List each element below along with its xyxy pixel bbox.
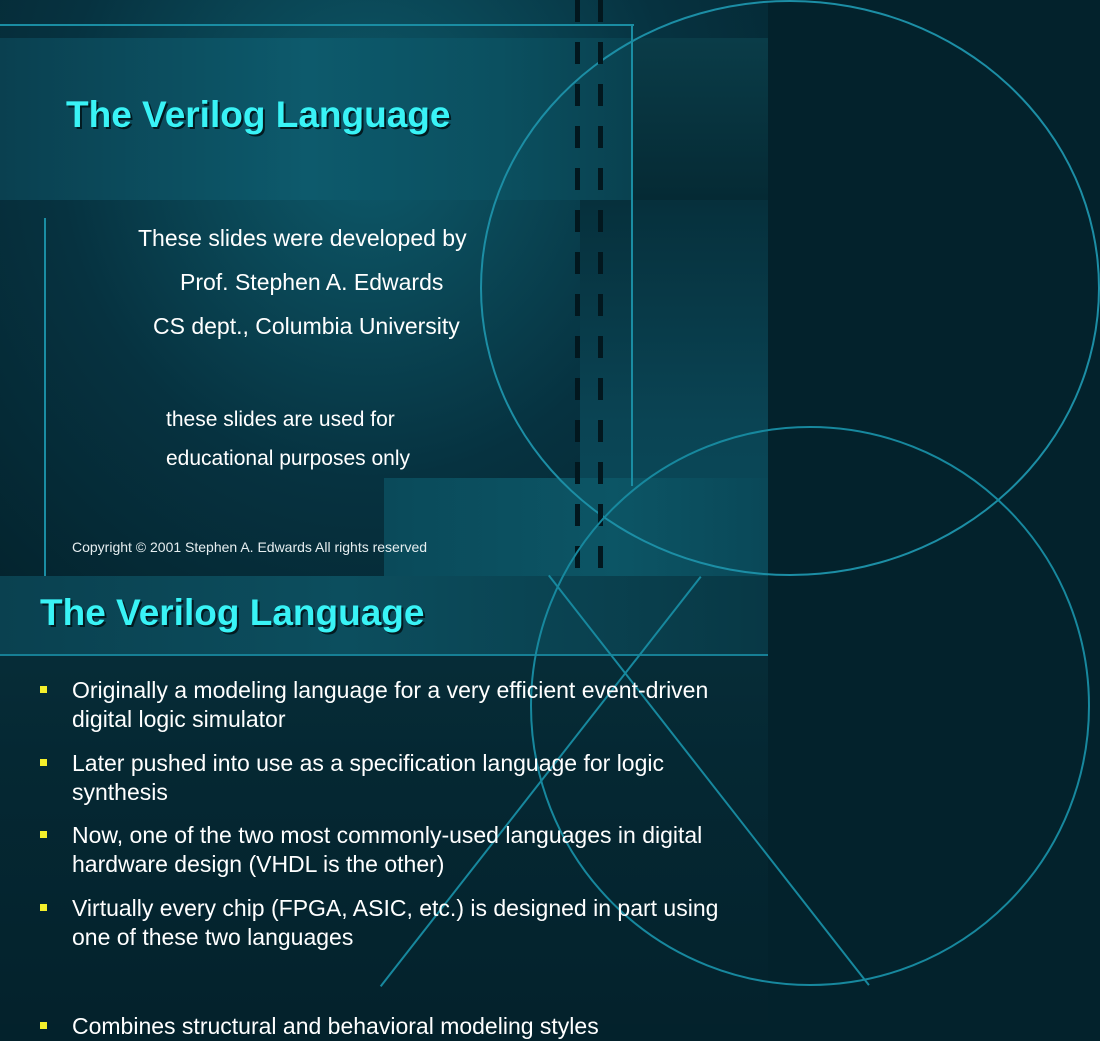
bullet-marker bbox=[40, 831, 47, 838]
decor-dashed-line bbox=[575, 0, 580, 576]
bullet-marker bbox=[40, 686, 47, 693]
bullet-text: Now, one of the two most commonly-used languages in digital hardware design (VHDL is the other) bbox=[72, 822, 703, 877]
copyright-notice: Copyright © 2001 Stephen A. Edwards All rights reserved bbox=[72, 539, 428, 555]
decor-dashed-line bbox=[598, 0, 603, 576]
bullet-text: Virtually every chip (FPGA, ASIC, etc.) is designed in part using one of these two languages bbox=[72, 895, 719, 950]
content-slide bbox=[0, 576, 768, 1039]
usage-line: these slides are used for bbox=[166, 408, 395, 431]
credit-line: CS dept., Columbia University bbox=[153, 313, 460, 339]
slide-title: The Verilog Language bbox=[40, 592, 425, 633]
bullet-text: Combines structural and behavioral modeling styles bbox=[72, 1013, 599, 1039]
bullet-text: Later pushed into use as a specification language for logic synthesis bbox=[72, 750, 665, 805]
bullet-marker bbox=[40, 759, 47, 766]
slide-title: The Verilog Language bbox=[66, 94, 451, 135]
decor-line-top bbox=[0, 24, 634, 26]
decor-line-left bbox=[44, 218, 46, 576]
credit-line: These slides were developed by bbox=[138, 225, 467, 251]
credit-line: Prof. Stephen A. Edwards bbox=[180, 269, 444, 295]
bullet-marker bbox=[40, 1022, 47, 1029]
bullet-text: Originally a modeling language for a very efficient event-driven digital logic simulator bbox=[72, 677, 709, 732]
bullet-marker bbox=[40, 904, 47, 911]
usage-line: educational purposes only bbox=[166, 447, 411, 470]
decor-line-right bbox=[631, 24, 633, 486]
